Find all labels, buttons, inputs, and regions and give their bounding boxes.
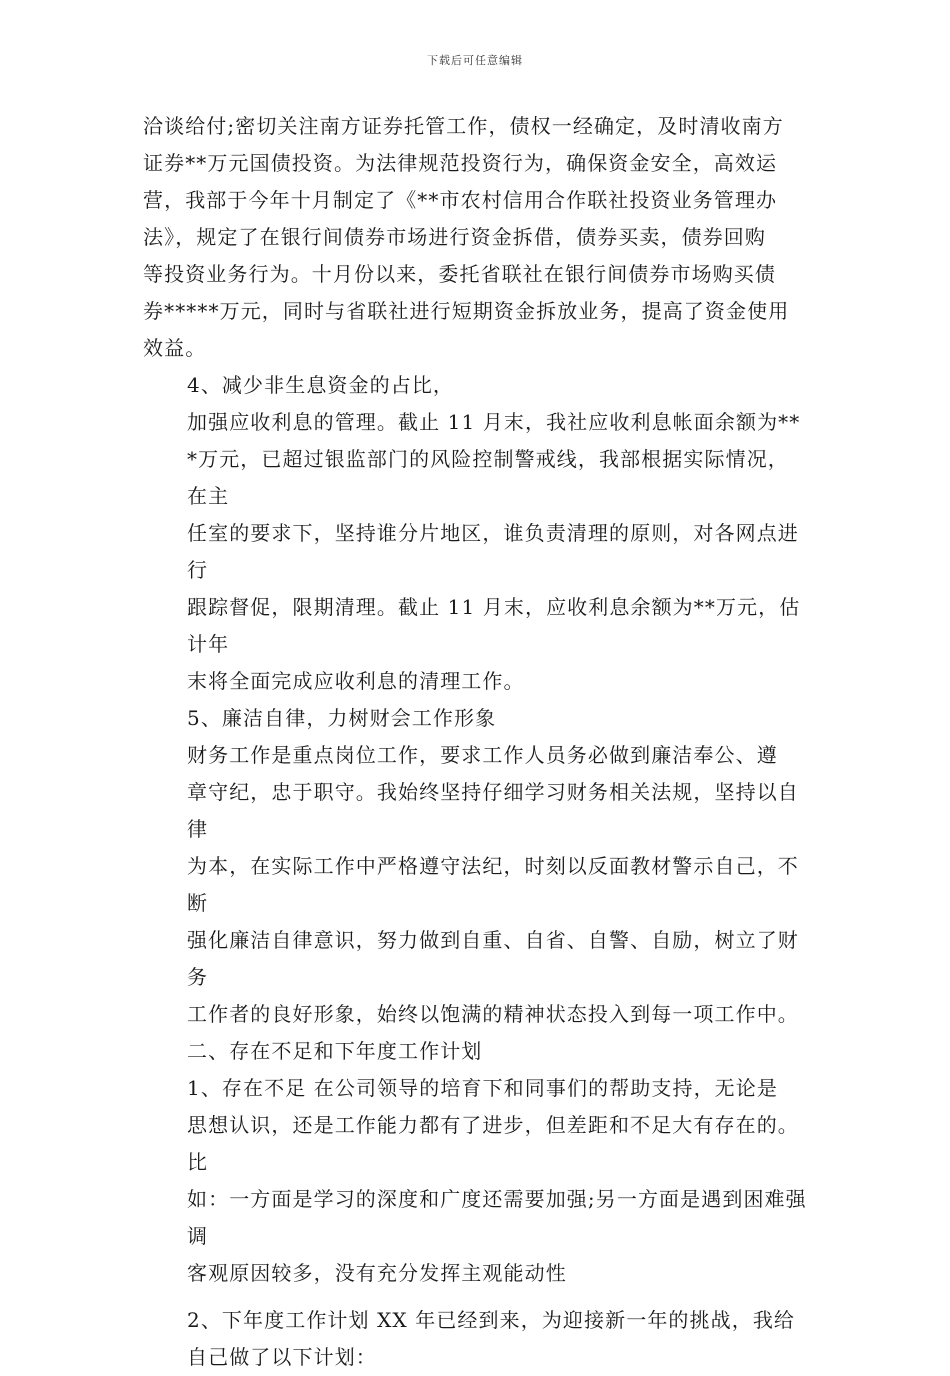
- paragraph-next-year-plan: 2、下年度工作计划 XX 年已经到来，为迎接新一年的挑战，我给 自己做了以下计划：: [187, 1308, 796, 1369]
- heading-shortcomings-and-plan: 二、存在不足和下年度工作计划: [187, 1039, 483, 1063]
- document-body: [143, 108, 807, 1376]
- paragraph-integrity: 财务工作是重点岗位工作，要求工作人员务必做到廉洁奉公、遵 章守纪，忠于职守。我始终坚持仔细学习财务相关法规，坚持以自律 为本，在实际工作中严格遵守法纪，时刻以反面教材警示自己，不断 强化廉洁自律意识，努力做到自重、自省、自警、自励，树立了财务 工作者的良好形象，始终以饱满的精神状态投入到每一项工作中。: [187, 743, 799, 1026]
- heading-integrity-self-discipline: 5、廉洁自律，力树财会工作形象: [187, 706, 497, 730]
- page-header: 下载后可任意编辑: [427, 54, 523, 67]
- heading-reduce-non-interest-funds: 4、减少非生息资金的占比，: [187, 373, 455, 397]
- paragraph-interest-receivable: 加强应收利息的管理。截止 11 月末，我社应收利息帐面余额为** *万元，已超过银监部门的风险控制警戒线，我部根据实际情况，在主 任室的要求下，坚持谁分片地区，谁负责清理的原则，对各网点进行 跟踪督促，限期清理。截止 11 月末，应收利息余额为**万元，估计年 末将全面完成应收利息的清理工作。: [187, 410, 801, 693]
- paragraph-shortcomings: 1、存在不足 在公司领导的培育下和同事们的帮助支持，无论是 思想认识，还是工作能力都有了进步，但差距和不足大有存在的。比 如：一方面是学习的深度和广度还需要加强;另一方面是遇到困难强调 客观原因较多，没有充分发挥主观能动性: [187, 1076, 807, 1285]
- paragraph-investment-continued: 洽谈给付;密切关注南方证券托管工作，债权一经确定，及时清收南方 证券**万元国债投资。为法律规范投资行为，确保资金安全，高效运 营，我部于今年十月制定了《**市农村信用合作联社投资业务管理办 法》，规定了在银行间债券市场进行资金拆借，债券买卖，债券回购 等投资业务行为。十月份以来，委托省联社在银行间债券市场购买债 券*****万元，同时与省联社进行短期资金拆放业务，提高了资金使用 效益。: [143, 114, 790, 360]
